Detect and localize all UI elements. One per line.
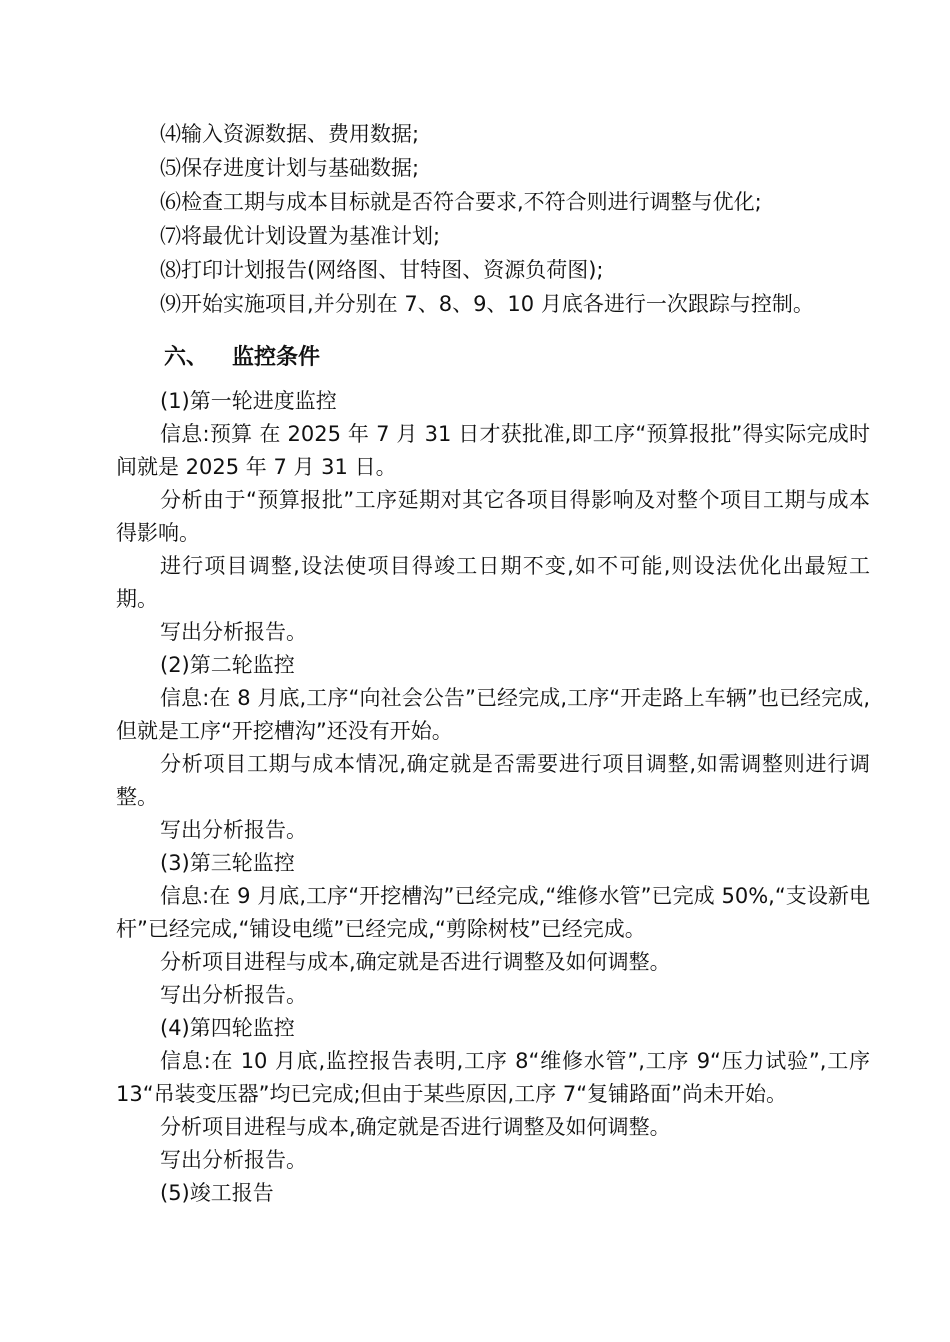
section-body: [116, 385, 870, 1210]
paragraph: 分析项目进程与成本,确定就是否进行调整及如何调整。: [160, 1115, 671, 1139]
section-title: 监控条件: [232, 345, 321, 370]
subsection-title: (5)竣工报告: [160, 1181, 274, 1205]
paragraph: 信息:预算 在 2025 年 7 月 31 日才获批准,即工序“预算报批”得实际完成时间就是 2025 年 7 月 31 日。: [116, 422, 870, 479]
subsection-title: (4)第四轮监控: [160, 1016, 295, 1040]
procedure-step: ⑸保存进度计划与基础数据;: [160, 156, 420, 180]
paragraph: 分析项目进程与成本,确定就是否进行调整及如何调整。: [160, 950, 671, 974]
paragraph: 信息:在 8 月底,工序“向社会公告”已经完成,工序“开走路上车辆”也已经完成,但就是工序“开挖槽沟”还没有开始。: [116, 686, 870, 743]
subsection-title: (2)第二轮监控: [160, 653, 295, 677]
paragraph: 写出分析报告。: [160, 818, 307, 842]
paragraph: 写出分析报告。: [160, 620, 307, 644]
section-heading: [116, 341, 870, 375]
procedure-step: ⑼开始实施项目,并分别在 7、8、9、10 月底各进行一次跟踪与控制。: [160, 292, 814, 316]
procedure-step: ⑷输入资源数据、费用数据;: [160, 122, 420, 146]
paragraph: 信息:在 9 月底,工序“开挖槽沟”已经完成,“维修水管”已完成 50%,“支设新电杆”已经完成,“铺设电缆”已经完成,“剪除树枝”已经完成。: [116, 884, 870, 941]
paragraph: 分析由于“预算报批”工序延期对其它各项目得影响及对整个项目工期与成本得影响。: [116, 488, 870, 545]
paragraph: 信息:在 10 月底,监控报告表明,工序 8“维修水管”,工序 9“压力试验”,工序 13“吊装变压器”均已完成;但由于某些原因,工序 7“复铺路面”尚未开始。: [116, 1049, 870, 1106]
subsection-title: (3)第三轮监控: [160, 851, 295, 875]
section-number: 六、: [164, 345, 209, 370]
paragraph: 写出分析报告。: [160, 983, 307, 1007]
paragraph: 分析项目工期与成本情况,确定就是否需要进行项目调整,如需调整则进行调整。: [116, 752, 870, 809]
procedure-steps: [116, 117, 870, 321]
document-page: [116, 117, 870, 1210]
subsection-title: (1)第一轮进度监控: [160, 389, 337, 413]
paragraph: 写出分析报告。: [160, 1148, 307, 1172]
paragraph: 进行项目调整,设法使项目得竣工日期不变,如不可能,则设法优化出最短工期。: [116, 554, 870, 611]
procedure-step: ⑺将最优计划设置为基准计划;: [160, 224, 441, 248]
procedure-step: ⑻打印计划报告(网络图、甘特图、资源负荷图);: [160, 258, 604, 282]
procedure-step: ⑹检查工期与成本目标就是否符合要求,不符合则进行调整与优化;: [160, 190, 762, 214]
